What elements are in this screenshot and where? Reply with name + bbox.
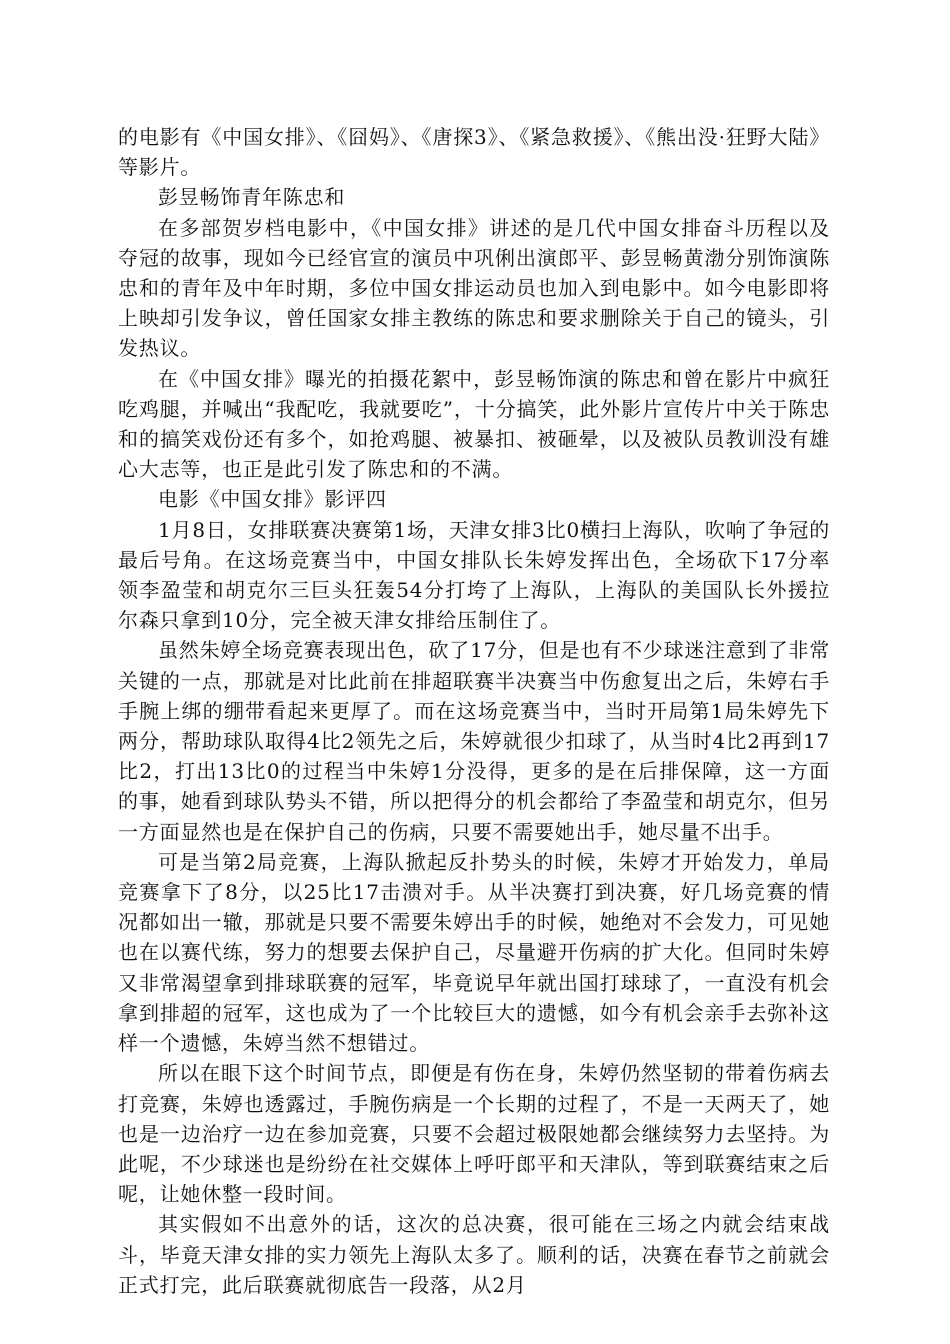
- paragraph-behind-the-scenes: 在《中国女排》曝光的拍摄花絮中，彭昱畅饰演的陈忠和曾在影片中疯狂吃鸡腿，并喊出“我配吃，我就要吃”，十分搞笑，此外影片宣传片中关于陈忠和的搞笑戏份还有多个，如抢鸡腿、被暴扣、被砸晕，以及被队员教训没有雄心大志等，也正是此引发了陈忠和的不满。: [118, 366, 830, 482]
- paragraph-film-list: 的电影有《中国女排》、《囧妈》、《唐探3》、《紧急救援》、《熊出没·狂野大陆》等影片。: [118, 125, 830, 180]
- section-heading-review-four: 电影《中国女排》影评四: [158, 487, 387, 512]
- paragraph-controversy: 在多部贺岁档电影中，《中国女排》讲述的是几代中国女排奋斗历程以及夺冠的故事，现如今已经官宣的演员中巩俐出演郎平、彭昱畅黄渤分别饰演陈忠和的青年及中年时期，多位中国女排运动员也加入到电影中。如今电影即将上映却引发争议，曾任国家女排主教练的陈忠和要求删除关于自己的镜头，引发热议。: [118, 215, 830, 361]
- section-heading-peng-yuchang: 彭昱畅饰青年陈忠和: [158, 185, 346, 210]
- document-body: [118, 122, 830, 1300]
- paragraph-second-set: 可是当第2局竞赛，上海队掀起反扑势头的时候，朱婷才开始发力，单局竞赛拿下了8分，以25比17击溃对手。从半决赛打到决赛，好几场竞赛的情况都如出一辙，那就是只要不需要朱婷出手的时候，她绝对不会发力，可见她也在以赛代练，努力的想要去保护自己，尽量避开伤病的扩大化。但同时朱婷又非常渴望拿到排球联赛的冠军，毕竟说早年就出国打球球了，一直没有机会拿到排超的冠军，这也成为了一个比较巨大的遗憾，如今有机会亲手去弥补这样一个遗憾，朱婷当然不想错过。: [118, 849, 830, 1056]
- paragraph-final-game-one: 1月8日，女排联赛决赛第1场，天津女排3比0横扫上海队，吹响了争冠的最后号角。在这场竞赛当中，中国女排队长朱婷发挥出色，全场砍下17分率领李盈莹和胡克尔三巨头狂轰54分打垮了上海队，上海队的美国队长外援拉尔森只拿到10分，完全被天津女排给压制住了。: [118, 517, 830, 633]
- paragraph-final-outlook: 其实假如不出意外的话，这次的总决赛，很可能在三场之内就会结束战斗，毕竟天津女排的实力领先上海队太多了。顺利的话，决赛在春节之前就会正式打完，此后联赛就彻底告一段落，从2月: [118, 1212, 830, 1297]
- paragraph-zhu-ting-injury: 虽然朱婷全场竞赛表现出色，砍了17分，但是也有不少球迷注意到了非常关键的一点，那就是对比此前在排超联赛半决赛当中伤愈复出之后，朱婷右手手腕上绑的绷带看起来更厚了。而在这场竞赛当中，当时开局第1局朱婷先下两分，帮助球队取得4比2领先之后，朱婷就很少扣球了，从当时4比2再到17比2，打出13比0的过程当中朱婷1分没得，更多的是在后排保障，这一方面的事，她看到球队势头不错，所以把得分的机会都给了李盈莹和胡克尔，但另一方面显然也是在保护自己的伤病，只要不需要她出手，她尽量不出手。: [118, 638, 830, 844]
- paragraph-perseverance: 所以在眼下这个时间节点，即便是有伤在身，朱婷仍然坚韧的带着伤病去打竞赛，朱婷也透露过，手腕伤病是一个长期的过程了，不是一天两天了，她也是一边治疗一边在参加竞赛，只要不会超过极限她都会继续努力去坚持。为此呢，不少球迷也是纷纷在社交媒体上呼吁郎平和天津队，等到联赛结束之后呢，让她休整一段时间。: [118, 1061, 830, 1207]
